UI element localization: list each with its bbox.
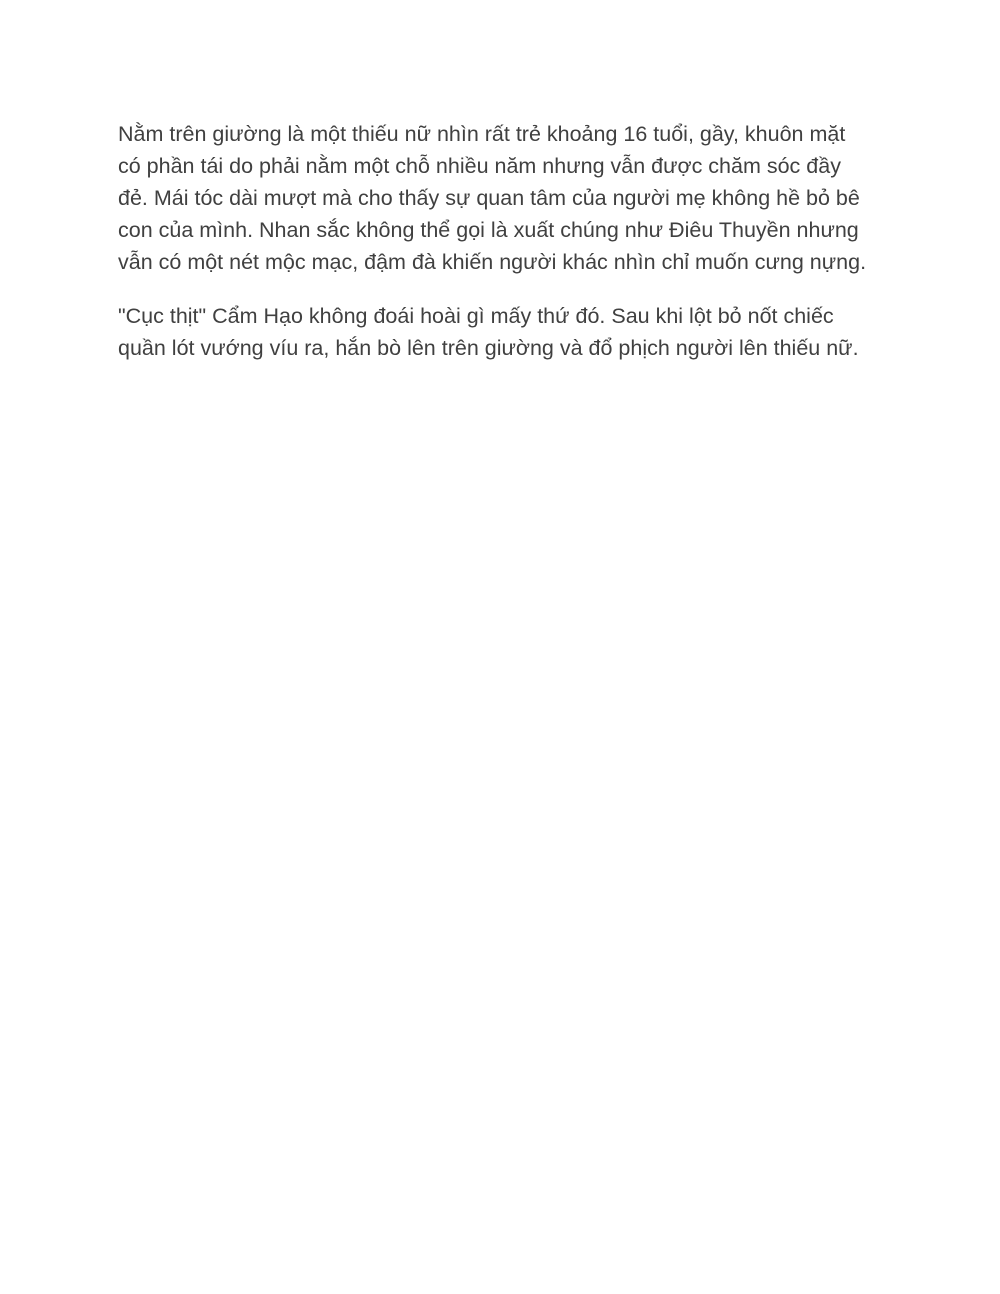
paragraph-2 — [118, 300, 888, 364]
document-body — [118, 118, 888, 386]
text-line: con của mình. Nhan sắc không thể gọi là xuất chúng như Điêu Thuyền nhưng — [118, 218, 859, 242]
text-line: đẻ. Mái tóc dài mượt mà cho thấy sự quan tâm của người mẹ không hề bỏ bê — [118, 186, 860, 210]
text-line: vẫn có một nét mộc mạc, đậm đà khiến người khác nhìn chỉ muốn cưng nựng. — [118, 250, 867, 274]
text-line: quần lót vướng víu ra, hắn bò lên trên giường và đổ phịch người lên thiếu nữ. — [118, 336, 859, 360]
text-line: có phần tái do phải nằm một chỗ nhiều năm nhưng vẫn được chăm sóc đầy — [118, 154, 841, 178]
text-line: Nằm trên giường là một thiếu nữ nhìn rất trẻ khoảng 16 tuổi, gầy, khuôn mặt — [118, 122, 846, 146]
text-line: "Cục thịt" Cẩm Hạo không đoái hoài gì mấy thứ đó. Sau khi lột bỏ nốt chiếc — [118, 304, 834, 328]
paragraph-1 — [118, 118, 888, 278]
